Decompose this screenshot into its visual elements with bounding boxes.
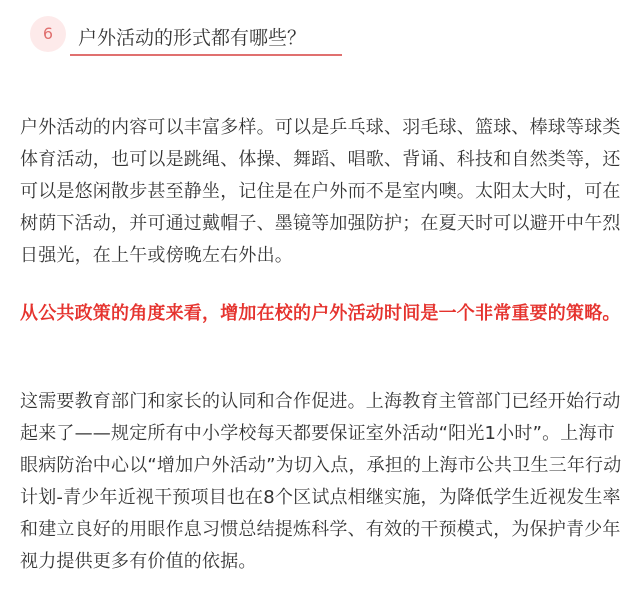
title-underline bbox=[70, 54, 342, 56]
paragraph-policy-highlight: 从公共政策的角度来看，增加在校的户外活动时间是一个非常重要的策略。 bbox=[20, 303, 621, 324]
section-number-badge: 6 bbox=[30, 16, 66, 52]
section-title: 户外活动的形式都有哪些？ bbox=[78, 27, 307, 49]
section-heading bbox=[30, 16, 342, 56]
paragraph-education-department: 这需要教育部门和家长的认同和合作促进。上海教育主管部门已经开始行动起来了——规定所有中小学校每天都要保证室外活动“阳光1小时”。上海市眼病防治中心以“增加户外活动”为切入点，承担的上海市公共卫生三年行动计划-青少年近视干预项目也在8个区试点相继实施，为降低学生近视发生率和建立良好的用眼作息习惯总结提炼科学、有效的干预模式，为保护青少年视力提供更多有价值的依据。 bbox=[20, 391, 622, 572]
paragraph-activity-content: 户外活动的内容可以丰富多样。可以是乒乓球、羽毛球、篮球、棒球等球类体育活动，也可以是跳绳、体操、舞蹈、唱歌、背诵、科技和自然类等，还可以是悠闲散步甚至静坐，记住是在户外而不是室内噢。太阳太大时，可在树荫下活动，并可通过戴帽子、墨镜等加强防护；在夏天时可以避开中午烈日强光，在上午或傍晚左右外出。 bbox=[20, 117, 621, 266]
